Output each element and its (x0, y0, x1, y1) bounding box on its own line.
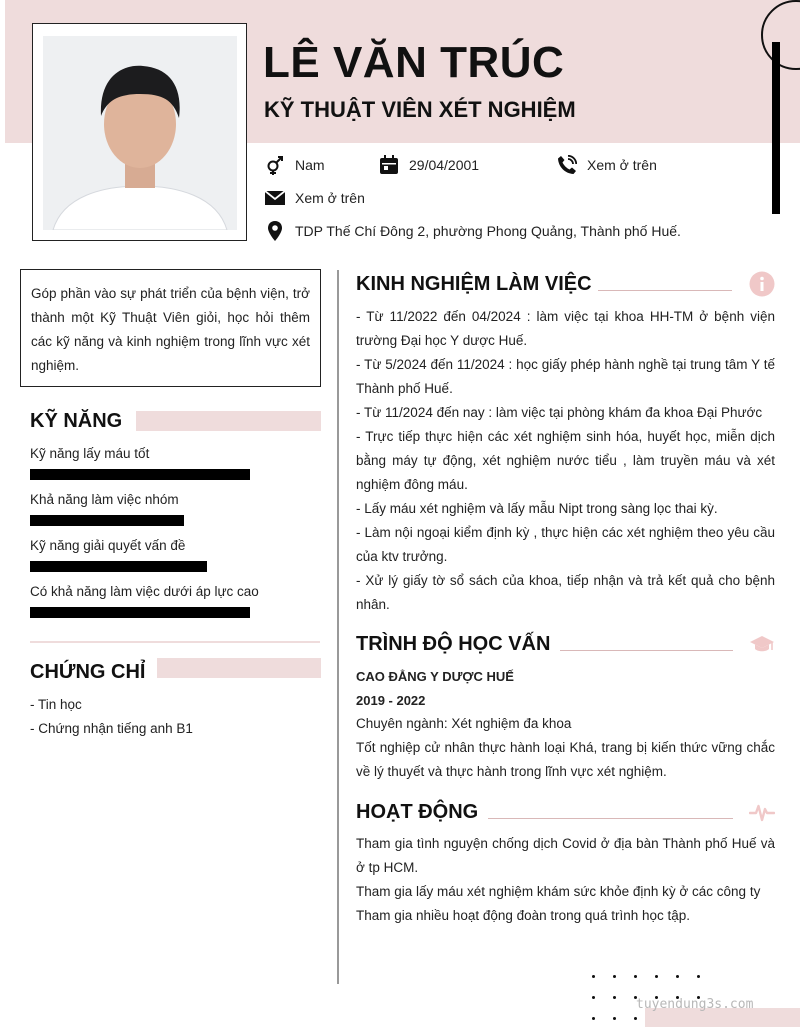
skill-level-bar (30, 607, 250, 618)
skills-title-bar (136, 411, 321, 431)
email-value: Xem ở trên (295, 190, 365, 206)
certificates-title: CHỨNG CHỈ (30, 661, 146, 683)
skill-level-bar (30, 469, 250, 480)
education-major: Chuyên ngành: Xét nghiệm đa khoa (356, 716, 572, 731)
candidate-name: LÊ VĂN TRÚC (263, 38, 565, 87)
experience-line: - Từ 11/2024 đến nay : làm việc tại phòng khám đa khoa Đại Phước (356, 405, 763, 420)
experience-line: - Xử lý giấy tờ sổ sách của khoa, tiếp nhận và trả kết quả cho bệnh nhân. (356, 573, 775, 612)
phone-icon (557, 155, 577, 175)
education-school: CAO ĐẲNG Y DƯỢC HUẾ (356, 669, 514, 684)
certificate-item: - Chứng nhận tiếng anh B1 (30, 721, 193, 736)
activities-title-line (488, 818, 733, 819)
birthdate-value: 29/04/2001 (409, 157, 480, 173)
left-divider (30, 641, 320, 643)
skill-label: Kỹ năng giải quyết vấn đề (30, 538, 186, 553)
address-value: TDP Thế Chí Đông 2, phường Phong Quảng, Thành phố Huế. (295, 223, 681, 239)
experience-line: - Làm nội ngoại kiểm định kỳ , thực hiện các xét nghiệm theo yêu cầu của ktv trưởng. (356, 525, 775, 564)
experience-content (356, 305, 775, 617)
heartbeat-icon (749, 799, 775, 825)
phone-info (557, 155, 657, 175)
address-info (265, 221, 681, 241)
skill-label: Có khả năng làm việc dưới áp lực cao (30, 584, 259, 599)
skill-label: Khả năng làm việc nhóm (30, 492, 179, 507)
experience-line: - Từ 5/2024 đến 11/2024 : học giấy phép hành nghề tại trung tâm Y tế Thành phố Huế. (356, 357, 775, 396)
activity-line: Tham gia tình nguyện chống dịch Covid ở địa bàn Thành phố Huế và ở tp HCM. (356, 836, 775, 875)
experience-line: - Lấy máu xét nghiệm và lấy mẫu Nipt trong sàng lọc thai kỳ. (356, 501, 718, 516)
calendar-icon (379, 155, 399, 175)
birthdate-info (379, 155, 479, 175)
skill-level-bar (30, 515, 184, 526)
profile-photo-frame (32, 23, 247, 241)
profile-photo (43, 36, 237, 230)
email-info (265, 188, 365, 208)
info-icon (749, 271, 775, 297)
certificate-item: - Tin học (30, 697, 82, 712)
gender-info (265, 155, 325, 175)
skill-label: Kỹ năng lấy máu tốt (30, 446, 150, 461)
column-divider (337, 270, 339, 984)
activity-line: Tham gia nhiều hoạt động đoàn trong quá trình học tập. (356, 908, 690, 923)
experience-line: - Từ 11/2022 đến 04/2024 : làm việc tại khoa HH-TM ở bệnh viện trường Đại học Y dược Huế. (356, 309, 775, 348)
vertical-bar-decoration (772, 42, 780, 214)
graduation-cap-icon (749, 631, 775, 657)
career-objective: Góp phần vào sự phát triển của bệnh viện, trở thành một Kỹ Thuật Viên giỏi, học hỏi thêm các kỹ năng và kinh nghiệm trong lĩnh vực xét nghiệm. (20, 269, 321, 387)
education-title: TRÌNH ĐỘ HỌC VẤN (356, 633, 551, 655)
education-title-line (560, 650, 733, 651)
skill-level-bar (30, 561, 207, 572)
education-years: 2019 - 2022 (356, 693, 426, 708)
skills-title: KỸ NĂNG (30, 410, 123, 432)
portrait-placeholder-icon (43, 36, 237, 230)
activity-line: Tham gia lấy máu xét nghiệm khám sức khỏe định kỳ ở các công ty (356, 884, 761, 899)
mail-icon (265, 188, 285, 208)
activities-title: HOẠT ĐỘNG (356, 801, 479, 823)
location-pin-icon (265, 221, 285, 241)
job-title: KỸ THUẬT VIÊN XÉT NGHIỆM (264, 97, 576, 122)
experience-title-line (598, 290, 732, 291)
activities-content (356, 832, 775, 928)
watermark: tuyendung3s.com (636, 997, 754, 1012)
phone-value: Xem ở trên (587, 157, 657, 173)
experience-title: KINH NGHIỆM LÀM VIỆC (356, 273, 592, 295)
gender-value: Nam (295, 157, 325, 173)
gender-icon (265, 155, 285, 175)
certificates-title-bar (157, 658, 321, 678)
experience-line: - Trực tiếp thực hiện các xét nghiệm sinh hóa, huyết học, miễn dịch bằng máy tự động, xét nghiệm nước tiểu , làm truyền máu và xét nghiệm đông máu. (356, 429, 775, 492)
education-description: Tốt nghiệp cử nhân thực hành loại Khá, trang bị kiến thức vững chắc về lý thuyết và thực hành trong lĩnh vực xét nghiệm. (356, 740, 775, 779)
